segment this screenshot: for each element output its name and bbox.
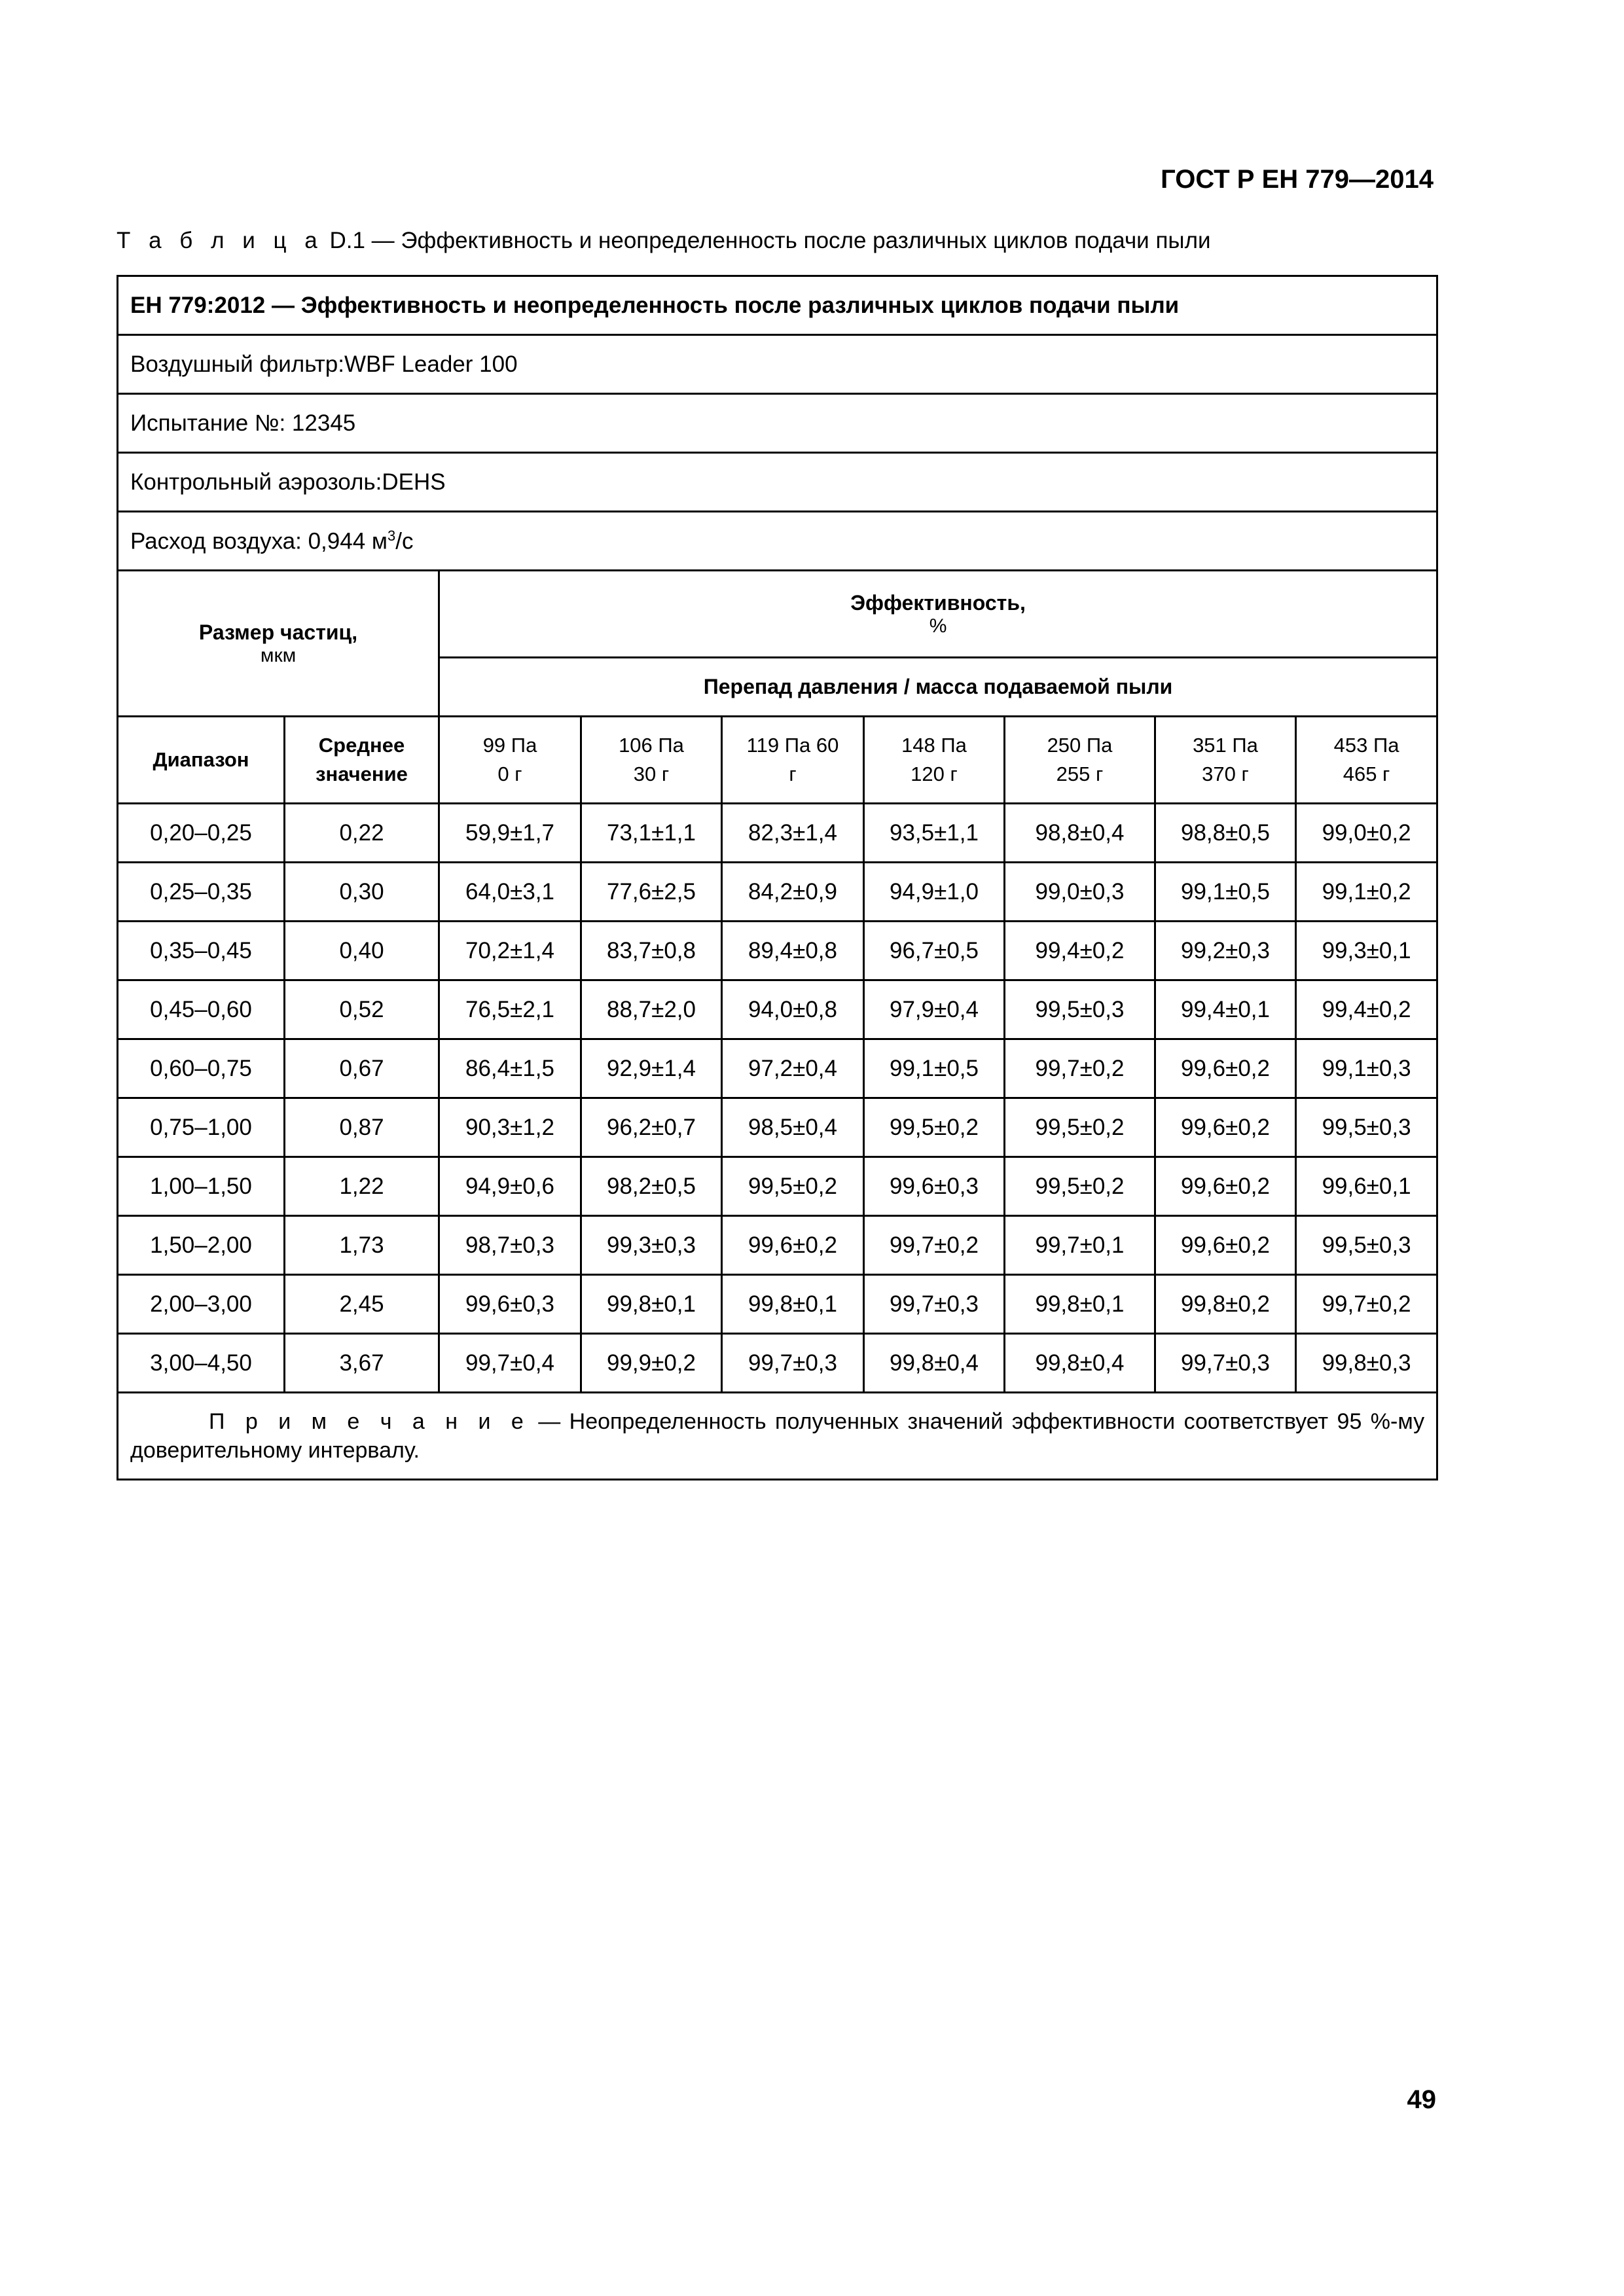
efficiency-cell: 99,9±0,2: [581, 1334, 722, 1393]
page-number: 49: [1407, 2085, 1436, 2114]
caption-label: Т а б л и ц а: [117, 228, 323, 253]
efficiency-cell: 98,8±0,5: [1155, 804, 1296, 863]
table-row: [118, 1098, 1437, 1157]
mean-cell: 0,40: [285, 922, 439, 980]
efficiency-cell: 99,1±0,3: [1296, 1039, 1437, 1098]
efficiency-cell: 96,7±0,5: [864, 922, 1005, 980]
table-row: [118, 922, 1437, 980]
efficiency-cell: 82,3±1,4: [722, 804, 864, 863]
airflow-prefix: Расход воздуха: 0,944 м: [130, 528, 388, 554]
range-cell: 0,45–0,60: [118, 980, 285, 1039]
load-column-pressure: 148 Па: [901, 734, 967, 757]
efficiency-cell: 90,3±1,2: [439, 1098, 581, 1157]
load-column-pressure: 351 Па: [1193, 734, 1258, 757]
efficiency-cell: 99,6±0,2: [722, 1216, 864, 1275]
load-column-mass: 0 г: [497, 762, 522, 785]
caption-number: D.1: [329, 228, 365, 253]
efficiency-cell: 73,1±1,1: [581, 804, 722, 863]
load-column-header: [1296, 717, 1437, 804]
efficiency-cell: 96,2±0,7: [581, 1098, 722, 1157]
efficiency-cell: 99,3±0,3: [581, 1216, 722, 1275]
efficiency-cell: 98,7±0,3: [439, 1216, 581, 1275]
range-cell: 0,20–0,25: [118, 804, 285, 863]
efficiency-cell: 99,6±0,3: [439, 1275, 581, 1334]
particle-size-header: [118, 571, 439, 717]
efficiency-cell: 92,9±1,4: [581, 1039, 722, 1098]
efficiency-cell: 94,0±0,8: [722, 980, 864, 1039]
load-column-header: [581, 717, 722, 804]
efficiency-cell: 98,2±0,5: [581, 1157, 722, 1216]
note-label: П р и м е ч а н и е: [209, 1409, 530, 1434]
note-text: — Неопределенность полученных значений эффективности соответствует 95 %-му доверительному интервалу.: [130, 1409, 1425, 1463]
mean-cell: 1,73: [285, 1216, 439, 1275]
efficiency-cell: 99,6±0,2: [1155, 1216, 1296, 1275]
load-column-mass: 30 г: [633, 762, 670, 785]
table-note: [118, 1393, 1437, 1480]
load-column-header: [722, 717, 864, 804]
efficiency-cell: 77,6±2,5: [581, 863, 722, 922]
caption-text: — Эффективность и неопределенность после различных циклов подачи пыли: [365, 228, 1211, 253]
mean-cell: 0,22: [285, 804, 439, 863]
efficiency-cell: 99,4±0,1: [1155, 980, 1296, 1039]
efficiency-cell: 99,6±0,2: [1155, 1157, 1296, 1216]
efficiency-cell: 99,3±0,1: [1296, 922, 1437, 980]
efficiency-cell: 83,7±0,8: [581, 922, 722, 980]
mean-column-header: [285, 717, 439, 804]
efficiency-cell: 99,5±0,3: [1296, 1216, 1437, 1275]
efficiency-cell: 98,5±0,4: [722, 1098, 864, 1157]
efficiency-cell: 64,0±3,1: [439, 863, 581, 922]
range-cell: 0,25–0,35: [118, 863, 285, 922]
efficiency-cell: 99,2±0,3: [1155, 922, 1296, 980]
efficiency-cell: 99,1±0,2: [1296, 863, 1437, 922]
table-title: ЕН 779:2012 — Эффективность и неопределенность после различных циклов подачи пыли: [118, 276, 1437, 335]
table-row: [118, 1157, 1437, 1216]
efficiency-cell: 59,9±1,7: [439, 804, 581, 863]
efficiency-cell: 99,5±0,3: [1005, 980, 1155, 1039]
load-column-mass: 120 г: [911, 762, 958, 785]
efficiency-cell: 99,7±0,2: [1296, 1275, 1437, 1334]
efficiency-cell: 99,6±0,2: [1155, 1039, 1296, 1098]
load-column-header: [439, 717, 581, 804]
efficiency-cell: 88,7±2,0: [581, 980, 722, 1039]
efficiency-cell: 99,6±0,3: [864, 1157, 1005, 1216]
efficiency-cell: 86,4±1,5: [439, 1039, 581, 1098]
airflow-info: [118, 512, 1437, 571]
efficiency-cell: 94,9±0,6: [439, 1157, 581, 1216]
load-column-mass: 255 г: [1056, 762, 1104, 785]
efficiency-cell: 99,5±0,2: [722, 1157, 864, 1216]
efficiency-cell: 99,7±0,2: [1005, 1039, 1155, 1098]
airflow-sup: 3: [387, 527, 396, 544]
efficiency-cell: 93,5±1,1: [864, 804, 1005, 863]
efficiency-cell: 99,8±0,3: [1296, 1334, 1437, 1393]
efficiency-label: Эффективность,: [850, 590, 1026, 615]
mean-cell: 0,87: [285, 1098, 439, 1157]
efficiency-cell: 99,8±0,4: [864, 1334, 1005, 1393]
range-cell: 1,00–1,50: [118, 1157, 285, 1216]
efficiency-cell: 99,0±0,3: [1005, 863, 1155, 922]
efficiency-cell: 99,7±0,1: [1005, 1216, 1155, 1275]
efficiency-cell: 99,1±0,5: [864, 1039, 1005, 1098]
range-cell: 0,60–0,75: [118, 1039, 285, 1098]
efficiency-cell: 97,2±0,4: [722, 1039, 864, 1098]
efficiency-cell: 99,8±0,1: [722, 1275, 864, 1334]
efficiency-cell: 99,8±0,2: [1155, 1275, 1296, 1334]
mean-cell: 2,45: [285, 1275, 439, 1334]
table-row: [118, 1275, 1437, 1334]
load-column-pressure: 250 Па: [1047, 734, 1113, 757]
load-column-mass: 465 г: [1343, 762, 1390, 785]
mean-cell: 1,22: [285, 1157, 439, 1216]
airflow-suffix: /с: [395, 528, 414, 554]
table-row: [118, 863, 1437, 922]
mean-cell: 0,67: [285, 1039, 439, 1098]
mean-cell: 3,67: [285, 1334, 439, 1393]
efficiency-cell: 99,8±0,4: [1005, 1334, 1155, 1393]
range-cell: 1,50–2,00: [118, 1216, 285, 1275]
efficiency-cell: 99,5±0,2: [1005, 1157, 1155, 1216]
efficiency-cell: 99,4±0,2: [1296, 980, 1437, 1039]
efficiency-cell: 89,4±0,8: [722, 922, 864, 980]
efficiency-cell: 99,4±0,2: [1005, 922, 1155, 980]
table-row: [118, 804, 1437, 863]
efficiency-cell: 70,2±1,4: [439, 922, 581, 980]
table-row: [118, 980, 1437, 1039]
load-column-header: [1155, 717, 1296, 804]
load-column-mass: г: [789, 762, 797, 785]
load-column-mass: 370 г: [1202, 762, 1249, 785]
load-column-pressure: 99 Па: [482, 734, 537, 757]
range-cell: 0,75–1,00: [118, 1098, 285, 1157]
efficiency-cell: 99,8±0,1: [1005, 1275, 1155, 1334]
test-number-info: Испытание №: 12345: [118, 394, 1437, 453]
table-row: [118, 1216, 1437, 1275]
efficiency-cell: 99,0±0,2: [1296, 804, 1437, 863]
load-column-pressure: 119 Па 60: [746, 734, 839, 757]
efficiency-cell: 98,8±0,4: [1005, 804, 1155, 863]
load-column-header: [864, 717, 1005, 804]
range-column-header: Диапазон: [118, 717, 285, 804]
efficiency-table: [117, 275, 1438, 1480]
efficiency-cell: 84,2±0,9: [722, 863, 864, 922]
pressure-drop-header: Перепад давления / масса подаваемой пыли: [439, 658, 1437, 717]
efficiency-cell: 94,9±1,0: [864, 863, 1005, 922]
load-column-header: [1005, 717, 1155, 804]
mean-header-line1: Среднее: [318, 734, 405, 757]
table-row: [118, 1334, 1437, 1393]
load-column-pressure: 106 Па: [619, 734, 684, 757]
efficiency-cell: 99,8±0,1: [581, 1275, 722, 1334]
range-cell: 0,35–0,45: [118, 922, 285, 980]
efficiency-cell: 99,6±0,1: [1296, 1157, 1437, 1216]
efficiency-cell: 99,6±0,2: [1155, 1098, 1296, 1157]
efficiency-cell: 99,5±0,2: [864, 1098, 1005, 1157]
efficiency-header: [439, 571, 1437, 658]
mean-cell: 0,52: [285, 980, 439, 1039]
table-caption: [117, 228, 1439, 254]
standard-header: ГОСТ Р ЕН 779—2014: [1161, 165, 1434, 194]
mean-cell: 0,30: [285, 863, 439, 922]
efficiency-cell: 99,5±0,2: [1005, 1098, 1155, 1157]
aerosol-info: Контрольный аэрозоль:DEHS: [118, 453, 1437, 512]
particle-size-unit: мкм: [260, 644, 297, 666]
efficiency-cell: 99,7±0,4: [439, 1334, 581, 1393]
efficiency-cell: 99,7±0,2: [864, 1216, 1005, 1275]
range-cell: 2,00–3,00: [118, 1275, 285, 1334]
efficiency-cell: 99,7±0,3: [864, 1275, 1005, 1334]
load-column-pressure: 453 Па: [1333, 734, 1399, 757]
mean-header-line2: значение: [316, 762, 408, 785]
table-row: [118, 1039, 1437, 1098]
efficiency-cell: 99,7±0,3: [722, 1334, 864, 1393]
efficiency-unit: %: [929, 615, 947, 637]
efficiency-cell: 97,9±0,4: [864, 980, 1005, 1039]
efficiency-cell: 99,7±0,3: [1155, 1334, 1296, 1393]
particle-size-label: Размер частиц,: [198, 620, 358, 644]
efficiency-cell: 76,5±2,1: [439, 980, 581, 1039]
efficiency-cell: 99,1±0,5: [1155, 863, 1296, 922]
air-filter-info: Воздушный фильтр:WBF Leader 100: [118, 335, 1437, 394]
efficiency-cell: 99,5±0,3: [1296, 1098, 1437, 1157]
range-cell: 3,00–4,50: [118, 1334, 285, 1393]
